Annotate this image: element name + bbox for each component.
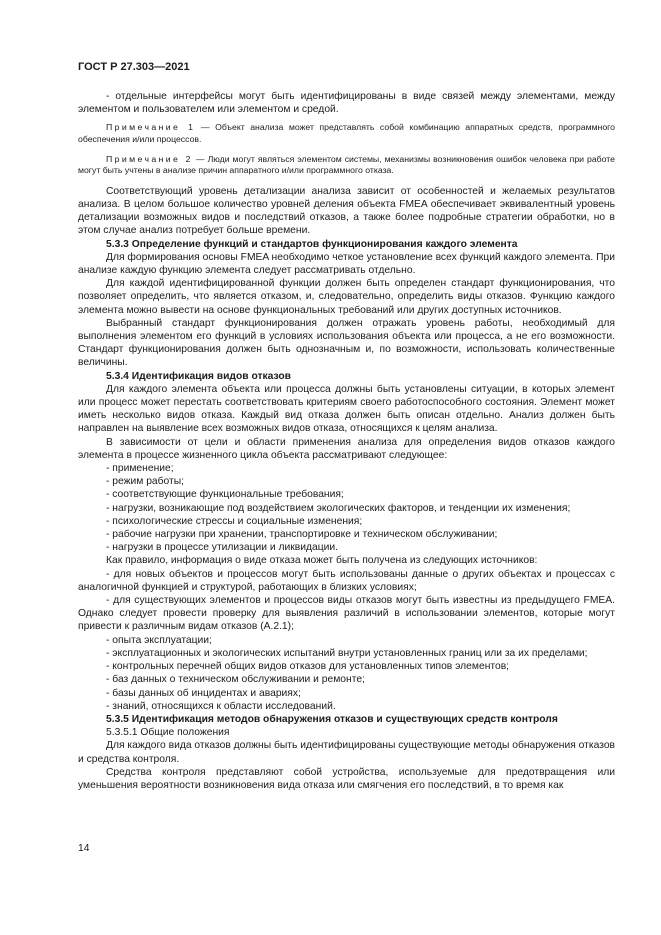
body-paragraph: - применение;	[106, 463, 174, 475]
note-label: Примечание 1	[106, 122, 196, 133]
body-paragraph: - нагрузки, возникающие под воздействием экологических факторов, и тенденции их изменения;	[106, 502, 571, 514]
body-paragraph: - рабочие нагрузки при хранении, транспортировке и техническом обслуживании;	[106, 529, 498, 541]
body-paragraph: Как правило, информация о виде отказа может быть получена из следующих источников:	[106, 555, 538, 567]
body-paragraph: - опыта эксплуатации;	[106, 634, 212, 646]
body-paragraph: Для каждого элемента объекта или процесса должны быть установлены ситуации, в которых элемент или процесс может перестать соответствовать критериям своего работоспособного состояния. Элемент может иметь несколько видов отказа. Каждый вид отказа должен быть описан отдельно. Анализ должен быть направлен на выявление всех возможных видов отказа, относящихся к целям анализа.	[78, 383, 615, 435]
document-body	[78, 90, 615, 792]
body-paragraph: - нагрузки в процессе утилизации и ликвидации.	[106, 542, 338, 554]
body-paragraph: - соответствующие функциональные требования;	[106, 489, 344, 501]
body-paragraph: - контрольных перечней общих видов отказов для установленных типов элементов;	[106, 661, 510, 673]
body-paragraph: В зависимости от цели и области применения анализа для определения видов отказов каждого элемента в процессе жизненного цикла объекта рассматривают следующее:	[78, 436, 615, 461]
body-paragraph: Выбранный стандарт функционирования должен отражать уровень работы, необходимый для выполнения элементом его функций в условиях использования объекта или процесса, а не его возможности. Стандарт функционирования должен быть однозначным и, по возможности, использовать количественные величины.	[78, 317, 615, 369]
body-paragraph: Для каждого вида отказов должны быть идентифицированы существующие методы обнаружения отказов и средства контроля.	[78, 740, 616, 765]
section-heading: 5.3.4 Идентификация видов отказов	[106, 370, 292, 382]
document-header: ГОСТ Р 27.303—2021	[78, 61, 190, 73]
section-heading: 5.3.5 Идентификация методов обнаружения отказов и существующих средств контроля	[106, 713, 558, 725]
body-paragraph: - знаний, относящихся к области исследований.	[106, 700, 336, 712]
body-paragraph: Для формирования основы FMEA необходимо четкое установление всех функций каждого элемента. При анализе каждую функцию элемента следует рассматривать отдельно.	[78, 251, 615, 276]
body-paragraph: - эксплуатационных и экологических испытаний внутри установленных границ или за их пределами;	[106, 647, 588, 659]
body-paragraph: Для каждой идентифицированной функции должен быть определен стандарт функционирования, что позволяет определить, что является отказом, и, следовательно, определить виды отказов. Функцию каждого элемента можно вывести на основе функциональных требований или других доступных источников.	[78, 278, 615, 316]
note-text: — Объект анализа может представлять собой комбинацию аппаратных средств, программного обеспечения и/или процессов.	[78, 122, 615, 144]
note-label: Примечание 2	[106, 153, 193, 164]
body-paragraph: - базы данных об инцидентах и авариях;	[106, 687, 301, 699]
body-paragraph: - баз данных о техническом обслуживании и ремонте;	[106, 674, 365, 686]
body-paragraph: - отдельные интерфейсы могут быть идентифицированы в виде связей между элементами, между элементом и пользователем или элементом и средой.	[78, 91, 615, 116]
note-text: — Люди могут являться элементом системы, механизмы возникновения ошибок человека при работе могут быть учтены в анализе причин аппаратного и/или программного отказа.	[78, 153, 615, 176]
body-paragraph: Средства контроля представляют собой устройства, используемые для предотвращения или уменьшения вероятности возникновения вида отказа или смягчения его последствий, в то время как	[78, 766, 615, 791]
body-paragraph: - для новых объектов и процессов могут быть использованы данные о других объектах и процессах с аналогичной функцией и структурой, работающих в близких условиях;	[78, 568, 615, 593]
body-paragraph: - режим работы;	[106, 476, 185, 488]
section-heading: 5.3.3 Определение функций и стандартов функционирования каждого элемента	[106, 238, 518, 250]
body-paragraph: - для существующих элементов и процессов виды отказов могут быть известны из предыдущего FMEA. Однако следует провести проверку для выявления различий в использовании элементов, которые могут привести к различным видам отказов (А.2.1);	[78, 595, 615, 633]
body-paragraph: Соответствующий уровень детализации анализа зависит от особенностей и желаемых результатов анализа. В целом большое количество уровней деления объекта FMEA обеспечивает эквивалентный уровень детализации возможных видов и последствий отказов, а также более подробные стратегии обработки, но в этом случае анализ потребует больше времени.	[78, 185, 615, 237]
body-paragraph: - психологические стрессы и социальные изменения;	[106, 515, 363, 527]
page-number: 14	[78, 843, 90, 854]
body-paragraph: 5.3.5.1 Общие положения	[106, 727, 230, 739]
note-paragraph	[78, 154, 615, 177]
note-paragraph	[78, 122, 615, 145]
